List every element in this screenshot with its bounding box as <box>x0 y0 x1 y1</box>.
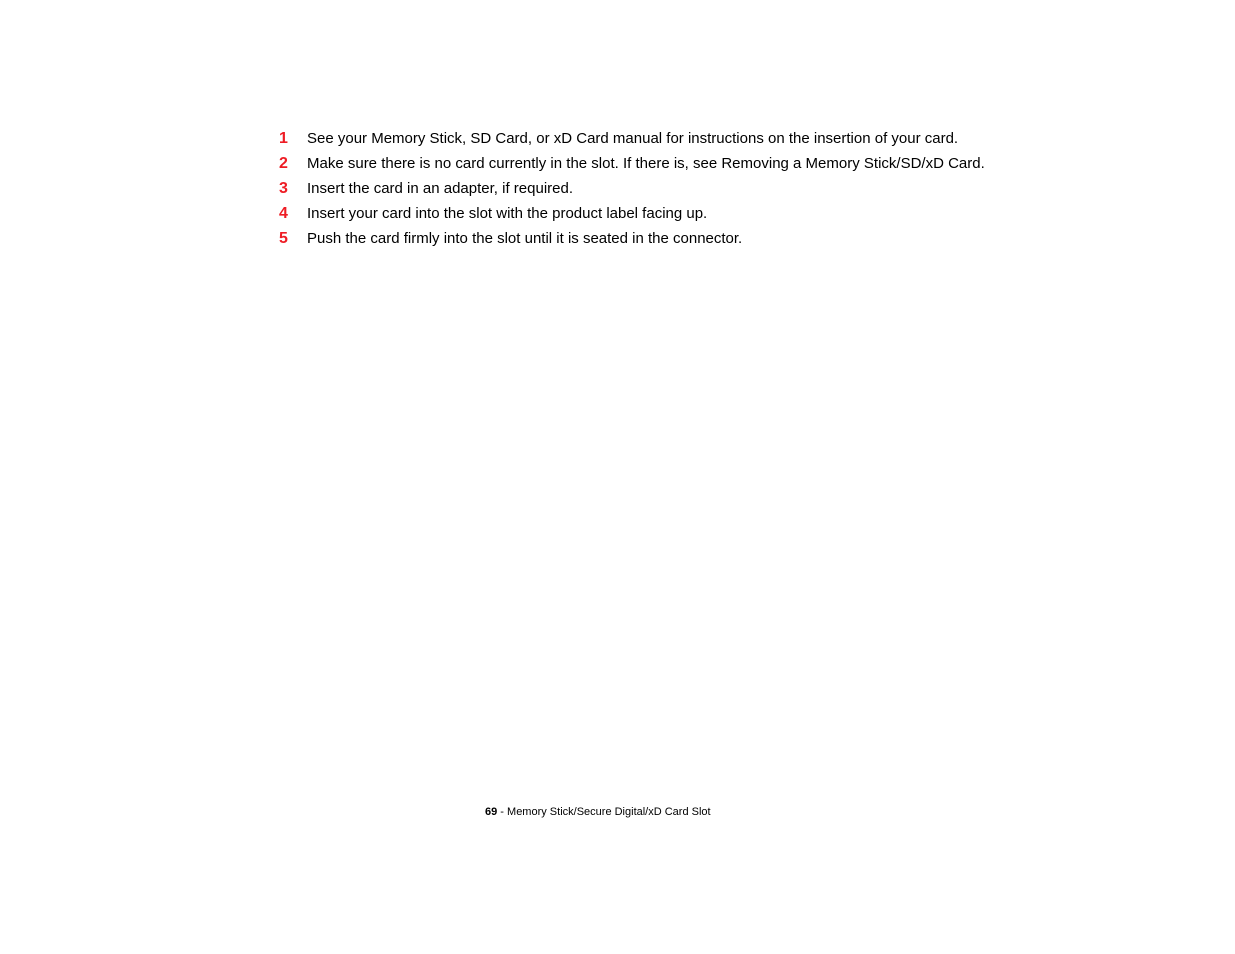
footer-section-title: Memory Stick/Secure Digital/xD Card Slot <box>507 806 711 818</box>
step-item-2 <box>279 151 985 176</box>
step-item-1 <box>279 126 985 151</box>
step-number: 1 <box>279 130 288 147</box>
page-footer <box>485 806 711 818</box>
step-number: 3 <box>279 180 288 197</box>
step-item-5 <box>279 226 985 251</box>
step-item-4 <box>279 201 985 226</box>
step-text: Make sure there is no card currently in the slot. If there is, see Removing a Memory Stick/SD/xD Card. <box>307 155 985 172</box>
step-number: 5 <box>279 230 288 247</box>
step-number: 2 <box>279 155 288 172</box>
step-number: 4 <box>279 205 288 222</box>
instruction-steps <box>279 126 985 251</box>
step-text: Insert your card into the slot with the product label facing up. <box>307 205 708 222</box>
step-text: See your Memory Stick, SD Card, or xD Card manual for instructions on the insertion of your card. <box>307 130 959 147</box>
footer-separator: - <box>497 806 508 818</box>
page-number: 69 <box>485 806 498 818</box>
step-text: Insert the card in an adapter, if required. <box>307 180 573 197</box>
step-text: Push the card firmly into the slot until it is seated in the connector. <box>307 230 743 247</box>
step-item-3 <box>279 176 985 201</box>
